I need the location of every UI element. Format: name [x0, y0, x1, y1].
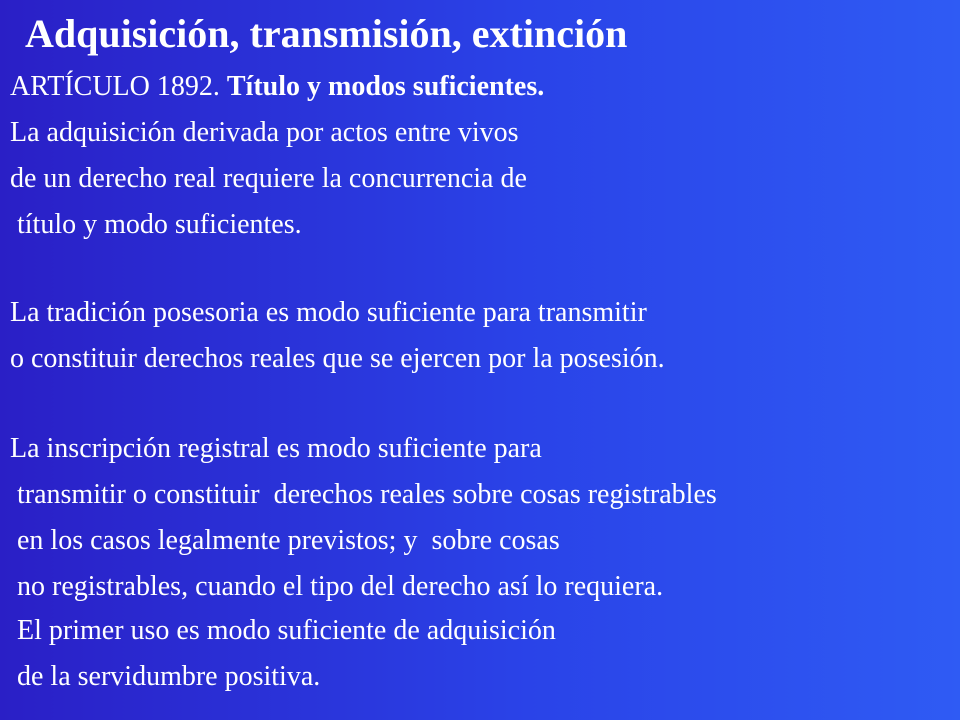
paragraph-3-line-2: transmitir o constituir derechos reales sobre cosas registrables [10, 479, 717, 510]
paragraph-2-line-1: La tradición posesoria es modo suficiente para transmitir [10, 297, 647, 328]
paragraph-1-line-1: La adquisición derivada por actos entre vivos [10, 117, 519, 148]
paragraph-1-line-3: título y modo suficientes. [10, 209, 302, 240]
slide-title: Adquisición, transmisión, extinción [25, 11, 628, 56]
article-heading: Título y modos suficientes. [226, 71, 545, 102]
paragraph-3-line-3: en los casos legalmente previstos; y sobre cosas [10, 525, 560, 556]
article-heading-line [10, 70, 544, 104]
paragraph-3-line-4: no registrables, cuando el tipo del derecho así lo requiera. [10, 571, 664, 602]
paragraph-3-line-5: El primer uso es modo suficiente de adquisición [10, 615, 556, 646]
paragraph-3-line-6: de la servidumbre positiva. [10, 661, 321, 692]
article-number: ARTÍCULO 1892. [10, 71, 227, 102]
paragraph-3-line-1: La inscripción registral es modo suficiente para [10, 433, 542, 464]
paragraph-2-line-2: o constituir derechos reales que se ejercen por la posesión. [10, 343, 665, 374]
paragraph-1-line-2: de un derecho real requiere la concurrencia de [10, 163, 527, 194]
